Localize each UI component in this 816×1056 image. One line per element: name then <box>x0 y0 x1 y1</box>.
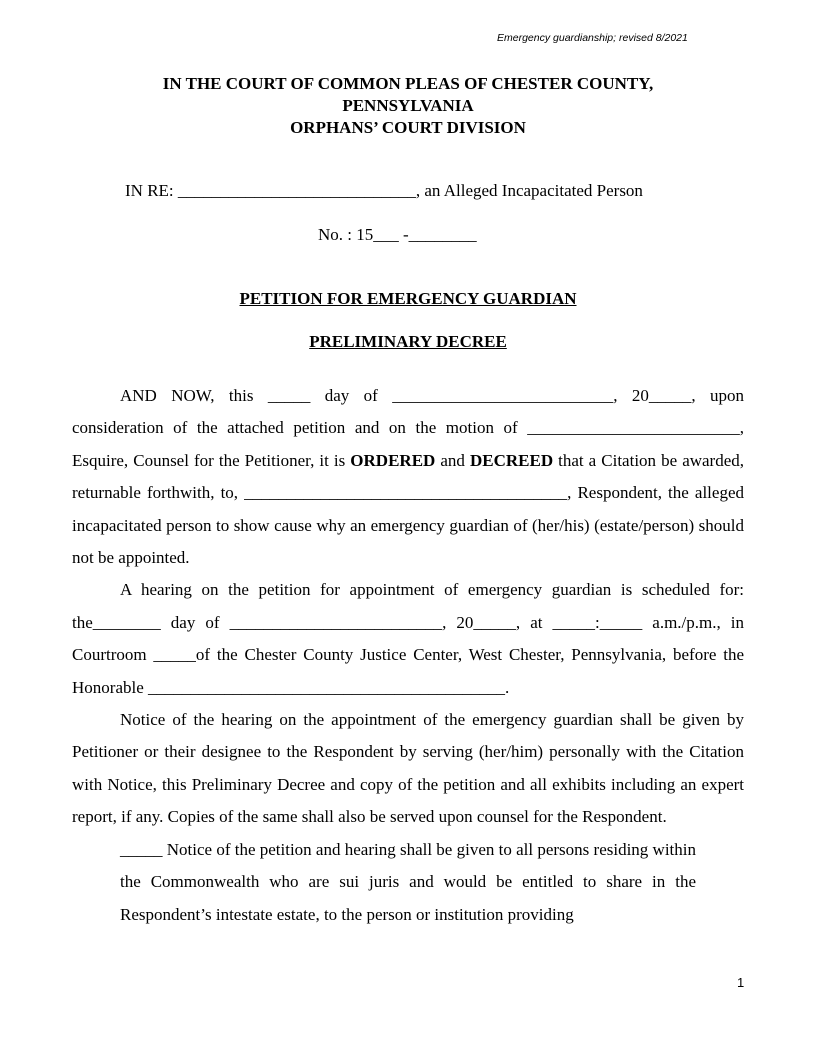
paragraph-notice: Notice of the hearing on the appointment of the emergency guardian shall be given by Petitioner or their designee to the Respondent by serving (her/him) personally with the Citation with Notice, this Preliminary Decree and copy of the petition and all exhibits including an expert report, if any. Copies of the same shall also be served upon counsel for the Respondent. <box>72 710 744 827</box>
revision-note: Emergency guardianship; revised 8/2021 <box>497 32 688 44</box>
court-line-2: PENNSYLVANIA <box>342 96 474 115</box>
page-number: 1 <box>737 975 745 990</box>
court-heading <box>0 73 816 139</box>
ordered-keyword: ORDERED <box>350 450 436 470</box>
petition-title: PETITION FOR EMERGENCY GUARDIAN <box>239 289 577 308</box>
paragraph-notice-heirs: _____ Notice of the petition and hearing shall be given to all persons residing within the Commonwealth who are sui juris and would be entitled to share in the Respondent’s intestate estate, to the person or institution providing <box>120 839 696 924</box>
order-text-start: AND NOW, this _____ day of __________________________, 20_____, upon consideration of the attached petition and on the motion of _________________________, Esquire, Counsel for the Petitioner, it is <box>72 386 744 470</box>
court-line-1: IN THE COURT OF COMMON PLEAS OF CHESTER COUNTY, <box>162 74 654 93</box>
court-line-3: ORPHANS’ COURT DIVISION <box>290 118 526 137</box>
paragraph-hearing: A hearing on the petition for appointment of emergency guardian is scheduled for: the________ day of _________________________, 20_____, at _____:_____ a.m./p.m., in Courtroom _____of the Chester County Justice Center, West Chester, Pennsylvania, before the Honorable __________________________________________. <box>72 580 744 697</box>
order-conjunction: and <box>435 450 470 470</box>
order-text-end: that a Citation be awarded, returnable forthwith, to, ______________________________________, Respondent, the alleged incapacitated person to show cause why an emergency guardian of (her/his) (estate/person) should not be appointed. <box>72 450 745 568</box>
paragraph-order <box>72 380 744 574</box>
docket-number: No. : 15___ -________ <box>318 225 477 244</box>
decree-body <box>72 380 744 931</box>
case-caption: IN RE: ____________________________, an Alleged Incapacitated Person <box>125 181 643 200</box>
decree-title: PRELIMINARY DECREE <box>309 332 507 351</box>
decreed-keyword: DECREED <box>469 450 554 470</box>
